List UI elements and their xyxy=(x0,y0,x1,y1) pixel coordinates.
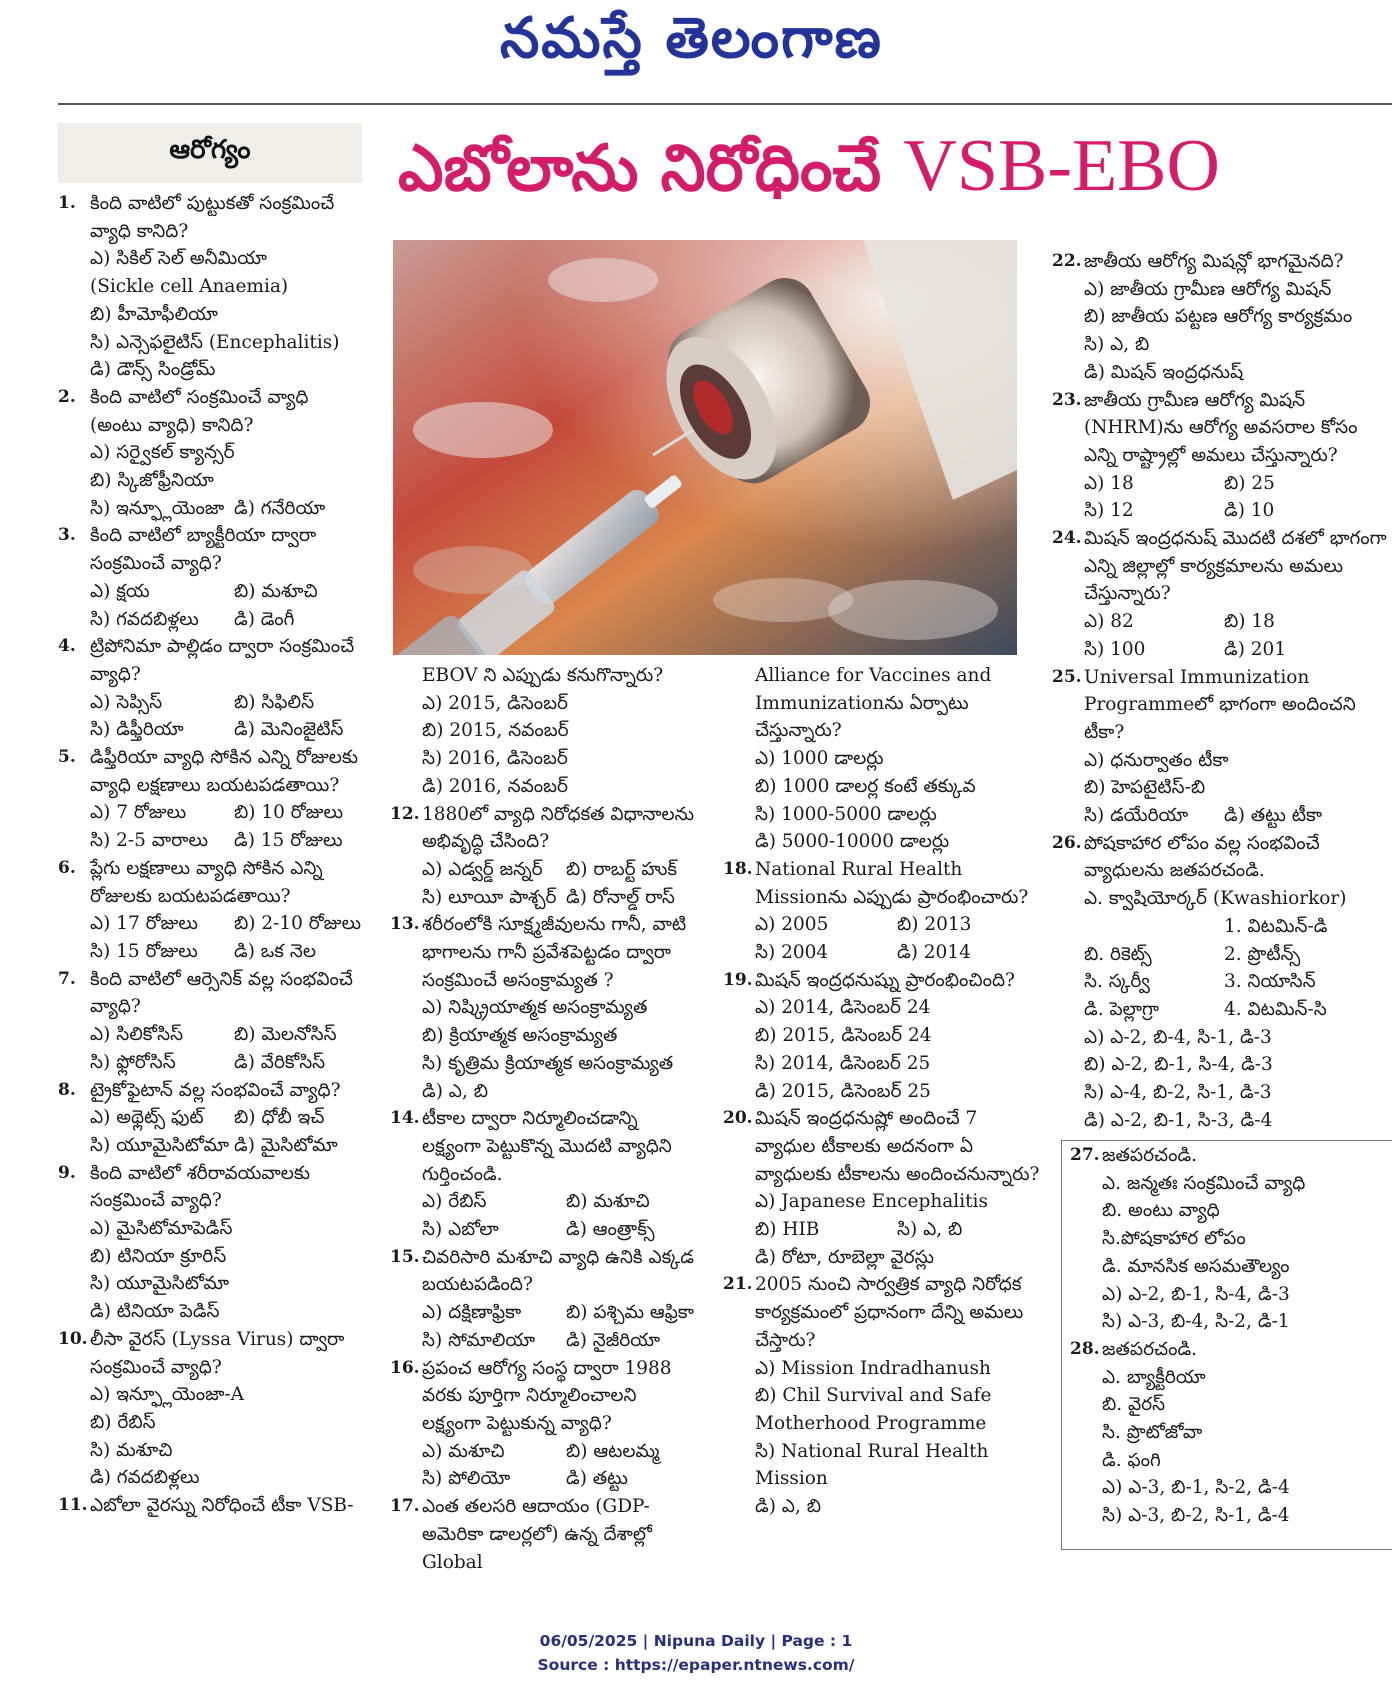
match-item: డి. మానసిక అసమతౌల్యం xyxy=(1102,1255,1290,1277)
question-6: 6. ప్లేగు లక్షణాలు వ్యాధి సోకిన ఎన్ని రోజులకు బయటపడతాయి? xyxy=(58,857,323,907)
option-pair: బి) HIB సి) ఎ, బి xyxy=(755,1219,963,1241)
question-12: 12. 1880లో వ్యాధి నిరోధకత విధానాలను అభివృద్ధి చేసింది? xyxy=(390,803,694,853)
option: ఎ) ఎ-2, బి-4, సి-1, డి-3 xyxy=(1084,1026,1272,1048)
headline-telugu: ఎబోలాను నిరోధించే xyxy=(398,132,904,206)
option-pair: ఎ) 82 బి) 18 xyxy=(1084,611,1275,633)
option: బి) క్రియాత్మక అసంక్రామ్యత xyxy=(422,1025,618,1047)
option-pair: సి) గవదబిళ్లలు డి) డెంగీ xyxy=(90,608,295,630)
match-item: బి. వైరస్ xyxy=(1102,1394,1166,1416)
vaccine-vial-syringe-icon xyxy=(393,240,1017,655)
option-pair: ఎ) అథ్లెట్స్ ఫుట్ బి) ధోబీ ఇచ్ xyxy=(90,1107,325,1129)
option-pair: ఎ) దక్షిణాఫ్రికా బి) పశ్చిమ ఆఫ్రికా xyxy=(422,1302,694,1324)
option: బి) Chil Survival and Safe xyxy=(755,1385,992,1407)
match-row: డి. పెల్లాగ్రా 4. విటమిన్-సి xyxy=(1084,998,1327,1020)
question-18: 18. National Rural Health Missionను ఎప్పుడు ప్రారంభించారు? xyxy=(723,858,1029,908)
match-item: బి. అంటు వ్యాధి xyxy=(1102,1200,1220,1222)
option-pair: ఎ) ఎడ్వర్డ్ జన్నర్ బి) రాబర్ట్ హుక్ xyxy=(422,858,678,880)
option: ఎ) సర్వైకల్ క్యాన్సర్ xyxy=(90,442,235,464)
option: ఎ) ఎ-3, బి-1, సి-2, డి-4 xyxy=(1102,1477,1290,1499)
option-pair: సి) సోమాలియా డి) నైజీరియా xyxy=(422,1329,660,1351)
option: Motherhood Programme xyxy=(755,1412,987,1434)
column-3 xyxy=(723,662,1043,1521)
question-5: 5. డిఫ్తీరియా వ్యాధి సోకిన ఎన్ని రోజులకు వ్యాధి లక్షణాలు బయటపడతాయి? xyxy=(58,747,358,796)
option-pair: సి) 12 డి) 10 xyxy=(1084,500,1275,522)
match-row: సి. స్కర్వీ 3. నియాసిన్ xyxy=(1084,971,1316,993)
question-4: 4. ట్రిపోనిమా పాల్లిడం ద్వారా సంక్రమించే వ్యాధి? xyxy=(58,636,355,685)
option: బి) టినియా క్రూరిస్ xyxy=(90,1245,227,1267)
option: ఎ) Mission Indradhanush xyxy=(755,1357,991,1379)
option-pair: సి) డయేరియా డి) తట్టు టీకా xyxy=(1084,805,1323,827)
footer-source-line: Source : https://epaper.ntnews.com/ xyxy=(537,1656,855,1674)
option-pair: సి) 100 డి) 201 xyxy=(1084,638,1287,660)
option: ఎ) 1000 డాలర్లు xyxy=(755,748,884,770)
question-28: 28. జతపరచండి. xyxy=(1070,1338,1198,1360)
question-11: 11. ఎబోలా వైరస్ను నిరోధించే టీకా VSB- xyxy=(58,1495,354,1517)
option: డి) డౌన్స్ సిండ్రోమ్ xyxy=(90,359,216,381)
option: డి) టినియా పెడిస్ xyxy=(90,1301,220,1323)
option: డి) 5000-10000 డాలర్లు xyxy=(755,831,950,853)
column-2 xyxy=(390,662,700,1576)
match-item: 1. విటమిన్-డి xyxy=(1224,915,1328,937)
headline-latin: VSB-EBO xyxy=(903,125,1220,207)
option-pair: సి) యూమైసిటోమా డి) మైసిటోమా xyxy=(90,1134,338,1156)
option: ఎ) Japanese Encephalitis xyxy=(755,1191,988,1213)
option: సి) 2014, డిసెంబర్ 25 xyxy=(755,1052,931,1074)
option: బి) హీమోఫీలియా xyxy=(90,303,218,325)
option-pair: ఎ) 7 రోజులు బి) 10 రోజులు xyxy=(90,802,344,824)
question-1: 1. కింది వాటిలో పుట్టుకతో సంక్రమించే వ్యాధి కానిది? xyxy=(58,193,335,242)
column-1 xyxy=(58,190,366,1520)
question-8: 8. ట్రైకోఫైటాన్ వల్ల సంభవించే వ్యాధి? xyxy=(58,1079,341,1101)
question-23: 23. జాతీయ గ్రామీణ ఆరోగ్య మిషన్ (NHRM)ను ఆరోగ్య అవసరాల కోసం ఎన్ని రాష్ట్రాల్లో అమలు చేస్తున్నారు? xyxy=(1052,389,1358,466)
option-pair: సి) 2004 డి) 2014 xyxy=(755,942,971,964)
option: సి) ఎ, బి xyxy=(1084,334,1150,356)
option-pair: సి) ఫ్లోరోసిస్ డి) వేరికోసిస్ xyxy=(90,1051,326,1073)
question-continuation: EBOV ని ఎప్పుడు కనుగొన్నారు? xyxy=(422,665,664,686)
option-pair: ఎ) సెప్సిస్ బి) సిఫిలిస్ xyxy=(90,691,315,713)
option-pair: సి) 15 రోజులు డి) ఒక నెల xyxy=(90,940,316,962)
option: ఎ) నిష్క్రియాత్మక అసంక్రామ్యత xyxy=(422,997,648,1019)
option: సి) National Rural Health xyxy=(755,1440,989,1462)
option: ఎ) జాతీయ గ్రామీణ ఆరోగ్య మిషన్ xyxy=(1084,278,1332,300)
match-item: సి. ప్రొటోజోవా xyxy=(1102,1422,1203,1444)
option: డి) ఎ, బి xyxy=(422,1080,488,1102)
option: డి) 2015, డిసెంబర్ 25 xyxy=(755,1080,931,1102)
option: సి) ఎన్సెఫలైటిస్ (Encephalitis) xyxy=(90,331,340,353)
option: ఎ) ధనుర్వాతం టీకా xyxy=(1084,749,1229,771)
option: Mission xyxy=(755,1468,828,1490)
option: బి) హెపటైటిస్-బి xyxy=(1084,777,1206,799)
option-pair: ఎ) రేబిస్ బి) మశూచి xyxy=(422,1191,650,1213)
newspaper-logo: నమస్తే తెలంగాణ xyxy=(500,6,883,71)
option: డి) 2016, నవంబర్ xyxy=(422,775,568,797)
question-17: 17. ఎంత తలసరి ఆదాయం (GDP- అమెరికా డాలర్లలో) ఉన్న దేశాల్లో Global xyxy=(390,1496,652,1573)
option: సి) మశూచి xyxy=(90,1439,173,1461)
question-24: 24. మిషన్ ఇంద్రధనుష్ మొదటి దశలో భాగంగా ఎన్ని జిల్లాల్లో కార్యక్రమాలను అమలు చేస్తున్నారు? xyxy=(1052,528,1387,605)
option: బి) 1000 డాలర్ల కంటే తక్కువ xyxy=(755,775,976,797)
question-2: 2. కింది వాటిలో సంక్రమించే వ్యాధి (అంటు వ్యాధి) కానిది? xyxy=(58,386,309,436)
match-row: బి. రికెట్స్ 2. ప్రొటీన్స్ xyxy=(1084,943,1301,965)
question-22: 22. జాతీయ ఆరోగ్య మిషన్లో భాగమైనది? xyxy=(1052,251,1344,272)
question-25: 25. Universal Immunization Programmeలో భాగంగా అందించని టీకా? xyxy=(1052,666,1356,743)
headline xyxy=(398,124,1392,214)
option: బి) జాతీయ పట్టణ ఆరోగ్య కార్యక్రమం xyxy=(1084,306,1353,328)
option: బి) స్కిజోఫ్రీనియా xyxy=(90,470,214,492)
question-16: 16. ప్రపంచ ఆరోగ్య సంస్థ ద్వారా 1988 వరకు పూర్తిగా నిర్మూలించాలని లక్ష్యంగా పెట్టుకున్న వ్యాధి? xyxy=(390,1357,672,1434)
masthead-divider xyxy=(58,103,1392,105)
question-continuation: Alliance for Vaccines and xyxy=(755,665,992,686)
option: డి) రోటా, రూబెల్లా వైరస్లు xyxy=(755,1246,935,1268)
option: డి) ఎ, బి xyxy=(755,1496,821,1518)
section-label-box xyxy=(58,123,362,183)
section-title: ఆరోగ్యం xyxy=(169,135,251,165)
option-pair: ఎ) క్షయ బి) మశూచి xyxy=(90,580,318,602)
option: సి) 2016, డిసెంబర్ xyxy=(422,748,568,770)
option: సి) కృత్రిమ క్రియాత్మక అసంక్రామ్యత xyxy=(422,1052,674,1074)
option: సి) ఎ-3, బి-4, సి-2, డి-1 xyxy=(1102,1311,1290,1333)
option: బి) 2015, నవంబర్ xyxy=(422,720,569,742)
match-item: డి. ఫంగి xyxy=(1102,1449,1161,1471)
question-10: 10. లీసా వైరస్ (Lyssa Virus) ద్వారా సంక్రమించే వ్యాధి? xyxy=(58,1328,345,1378)
option-pair: సి) పోలియో డి) తట్టు xyxy=(422,1468,628,1490)
match-item: ఎ. జన్మతః సంక్రమించే వ్యాధి xyxy=(1102,1172,1306,1194)
question-19: 19. మిషన్ ఇంద్రధనుష్ను ప్రారంభించింది? xyxy=(723,969,1015,991)
option: సి) ఎ-3, బి-2, సి-1, డి-4 xyxy=(1102,1505,1290,1527)
option-pair: సి) 2-5 వారాలు డి) 15 రోజులు xyxy=(90,830,343,852)
option: (Sickle cell Anaemia) xyxy=(90,276,289,298)
option: సి) యూమైసిటోమా xyxy=(90,1273,230,1295)
option: ఎ) 2015, డిసెంబర్ xyxy=(422,692,568,714)
option-pair: సి) డిఫ్తీరియా డి) మెనింజైటిస్ xyxy=(90,719,344,741)
option: సి) 1000-5000 డాలర్లు xyxy=(755,803,937,825)
question-27: 27. జతపరచండి. xyxy=(1070,1145,1198,1166)
vaccine-photo xyxy=(393,240,1017,655)
option: బి) ఎ-2, బి-1, సి-4, డి-3 xyxy=(1084,1054,1273,1076)
option-pair: సి) ఎబోలా డి) ఆంత్రాక్స్ xyxy=(422,1219,655,1241)
option-pair: ఎ) మశూచి బి) ఆటలమ్మ xyxy=(422,1440,660,1462)
option: డి) ఎ-2, బి-1, సి-3, డి-4 xyxy=(1084,1109,1273,1131)
question-14: 14. టీకాల ద్వారా నిర్మూలించడాన్ని లక్ష్యంగా పెట్టుకొన్న మొదటి వ్యాధిని గుర్తించండి. xyxy=(390,1108,672,1185)
option: బి) 2015, డిసెంబర్ 24 xyxy=(755,1025,932,1047)
match-item: సి.పోషకాహార లోపం xyxy=(1102,1228,1246,1250)
option-pair: సి) లూయీ పాశ్చర్ డి) రోనాల్డ్ రాస్ xyxy=(422,886,675,908)
option: డి) గవదబిళ్లలు xyxy=(90,1467,200,1489)
question-15: 15. చివరిసారి మశూచి వ్యాధి ఉనికి ఎక్కడ బయటపడింది? xyxy=(390,1246,694,1296)
match-item: ఎ. బ్యాక్టీరియా xyxy=(1102,1366,1206,1388)
question-13: 13. శరీరంలోకి సూక్ష్మజీవులను గానీ, వాటి భాగాలను గానీ ప్రవేశపెట్టడం ద్వారా సంక్రమించే అసంక్రామ్యత ? xyxy=(390,914,687,991)
option: డి) మిషన్ ఇంద్రధనుష్ xyxy=(1084,361,1244,383)
question-26: 26. పోషకాహార లోపం వల్ల సంభవించే వ్యాధులను జతపరచండి. xyxy=(1052,832,1320,882)
option-pair: ఎ) సిలికోసిస్ బి) మెలనోసిస్ xyxy=(90,1024,337,1046)
option: ఎ) ఎ-2, బి-1, సి-4, డి-3 xyxy=(1102,1283,1290,1305)
option: సి) ఎ-4, బి-2, సి-1, డి-3 xyxy=(1084,1082,1272,1104)
match-item: ఎ. క్వాషియోర్కర్ (Kwashiorkor) xyxy=(1084,888,1347,910)
footer-date-line: 06/05/2025 | Nipuna Daily | Page : 1 xyxy=(539,1632,853,1650)
question-21: 21. 2005 నుంచి సార్వత్రిక వ్యాధి నిరోధక కార్యక్రమంలో ప్రధానంగా దేన్ని అమలు చేస్తారు? xyxy=(723,1274,1024,1351)
option: బి) రేబిస్ xyxy=(90,1411,156,1433)
option: ఎ) సికిల్ సెల్ అనీమియా xyxy=(90,248,267,270)
masthead xyxy=(0,0,1392,100)
question-3: 3. కింది వాటిలో బ్యాక్టీరియా ద్వారా సంక్రమించే వ్యాధి? xyxy=(58,525,317,575)
option-pair: సి) ఇన్ఫ్లూయెంజా డి) గనేరియా xyxy=(90,497,326,519)
column-4 xyxy=(1052,248,1392,1135)
option-pair: ఎ) 2005 బి) 2013 xyxy=(755,914,972,936)
option: ఎ) ఇన్ఫ్లూయెంజా-A xyxy=(90,1384,245,1406)
question-7: 7. కింది వాటిలో ఆర్సెనిక్ వల్ల సంభవించే వ్యాధి? xyxy=(58,968,353,1018)
question-20: 20. మిషన్ ఇంద్రధనుష్లో అందించే 7 వ్యాధుల టీకాలకు అదనంగా ఏ వ్యాధులకు టీకాలను అందించనున్నారు? xyxy=(723,1108,1040,1185)
question-continuation: Immunizationను ఏర్పాటు చేస్తున్నారు? xyxy=(755,692,969,742)
option-pair: ఎ) 18 బి) 25 xyxy=(1084,472,1275,494)
question-9: 9. కింది వాటిలో శరీరావయవాలకు సంక్రమించే వ్యాధి? xyxy=(58,1162,310,1212)
option: ఎ) 2014, డిసెంబర్ 24 xyxy=(755,997,931,1019)
column-4-box-content xyxy=(1070,1142,1380,1530)
option: ఎ) మైసిటోమాపెడిస్ xyxy=(90,1218,233,1240)
option-pair: ఎ) 17 రోజులు బి) 2-10 రోజులు xyxy=(90,913,362,935)
